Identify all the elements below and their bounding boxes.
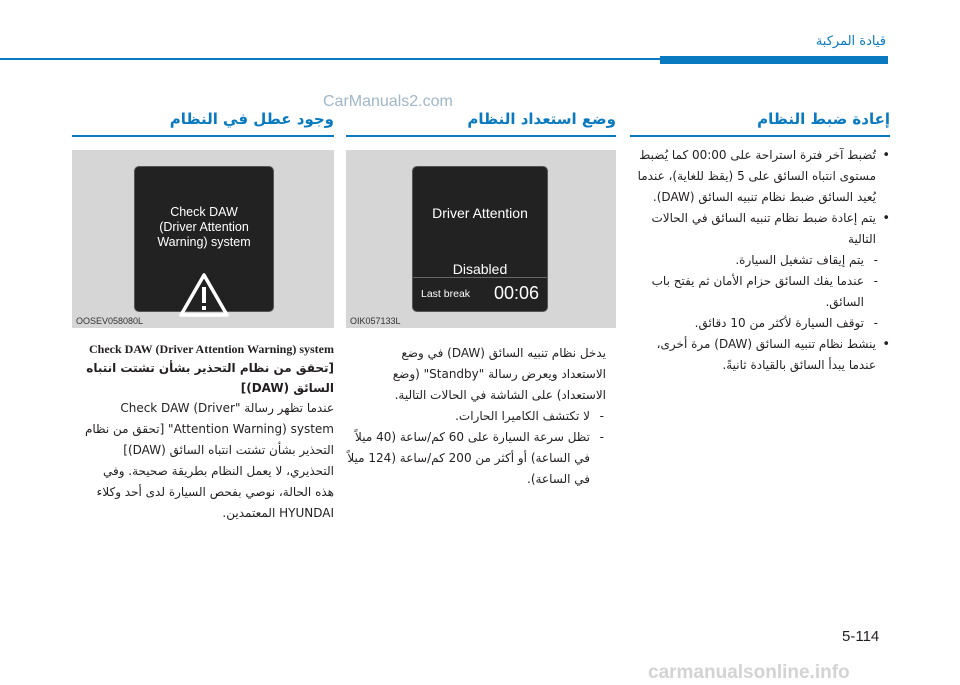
text-line: الاستعداد) على الشاشة في الحالات التالية. xyxy=(394,388,606,402)
text-line: HYUNDAI المعتمدين. xyxy=(222,506,334,520)
dash-item: - لا تكتشف الكاميرا الحارات. xyxy=(346,406,616,427)
section-system-reset xyxy=(630,108,890,376)
screen-line: Check DAW xyxy=(170,205,238,219)
screen-line: Warning) system xyxy=(157,235,251,249)
screen-status: Disabled xyxy=(452,261,508,277)
section-title: إعادة ضبط النظام xyxy=(630,108,890,137)
screen-footer xyxy=(413,277,547,311)
last-break-time: 00:06 xyxy=(493,283,539,303)
section-title: وجود عطل في النظام xyxy=(72,108,334,137)
heading-en: Check DAW (Driver Attention Warning) system xyxy=(89,342,334,356)
header-title: قيادة المركبة xyxy=(815,34,886,49)
section-system-malfunction xyxy=(72,108,334,524)
dash-item: - تظل سرعة السيارة على 60 كم/ساعة (40 ميلاً في الساعة) أو أكثر من 200 كم/ساعة (124 ميلاً في الساعة). xyxy=(346,427,616,490)
text-line: التحذيري، لا يعمل النظام بطريقة صحيحة. وفي xyxy=(102,464,334,478)
page-number: 5-114 xyxy=(842,628,880,645)
bullet-item xyxy=(630,208,890,250)
text-line: الاستعداد ويعرض رسالة "Standby" (وضع xyxy=(392,367,606,381)
figure-check-daw xyxy=(72,150,334,328)
dash-item: - عندما يفك السائق حزام الأمان ثم يفتح باب السائق. xyxy=(630,271,890,313)
malfunction-paragraph xyxy=(72,398,334,524)
figure-code: OOSEV058080L xyxy=(76,316,144,326)
figure-code: OIK057133L xyxy=(350,316,401,326)
figure-driver-attention xyxy=(346,150,616,328)
text-line: Attention Warning) system" [تحقق من نظام xyxy=(84,422,334,436)
heading-ar: [تحقق من نظام التحذير بشأن تشتت انتباه السائق (DAW)] xyxy=(86,361,334,395)
watermark-bottom: carmanualsonline.info xyxy=(648,662,850,683)
watermark-top: CarManuals2.com xyxy=(323,93,453,110)
dash-item: - يتم إيقاف تشغيل السيارة. xyxy=(630,250,890,271)
screen-line: (Driver Attention xyxy=(159,220,249,234)
last-break-label: Last break xyxy=(421,288,471,300)
cluster-screen xyxy=(412,166,548,312)
text-line: يدخل نظام تنبيه السائق (DAW) في وضع xyxy=(401,346,606,360)
bullet-item: • ينشط نظام تنبيه السائق (DAW) مرة أخرى، عندما يبدأ السائق بالقيادة ثانيةً. xyxy=(630,334,890,376)
text-line: عندما تظهر رسالة "Check DAW (Driver xyxy=(120,401,334,415)
dash-item: - توقف السيارة لأكثر من 10 دقائق. xyxy=(630,313,890,334)
section-standby-mode xyxy=(346,108,616,490)
text-line: هذه الحالة، نوصي بفحص السيارة لدى أحد وكلاء xyxy=(96,485,334,499)
header-accent-block xyxy=(660,56,888,64)
section-title: وضع استعداد النظام xyxy=(346,108,616,137)
cluster-screen xyxy=(134,166,274,312)
screen-header: Driver Attention xyxy=(432,205,528,221)
bullet-text: يتم إعادة ضبط نظام تنبيه السائق في الحالات التالية xyxy=(651,211,876,246)
intro-paragraph xyxy=(346,343,616,406)
screen-message xyxy=(135,205,273,250)
bullet-item: • تُضبط آخر فترة استراحة على 00:00 كما يُضبط مستوى انتباه السائق على 5 (يقظ للغاية)، عندما يُعيد السائق ضبط نظام تنبيه السائق (DAW). xyxy=(630,145,890,208)
text-line: التحذير بشأن تشتت انتباه السائق (DAW)] xyxy=(123,443,334,457)
warning-triangle-icon xyxy=(178,272,230,318)
